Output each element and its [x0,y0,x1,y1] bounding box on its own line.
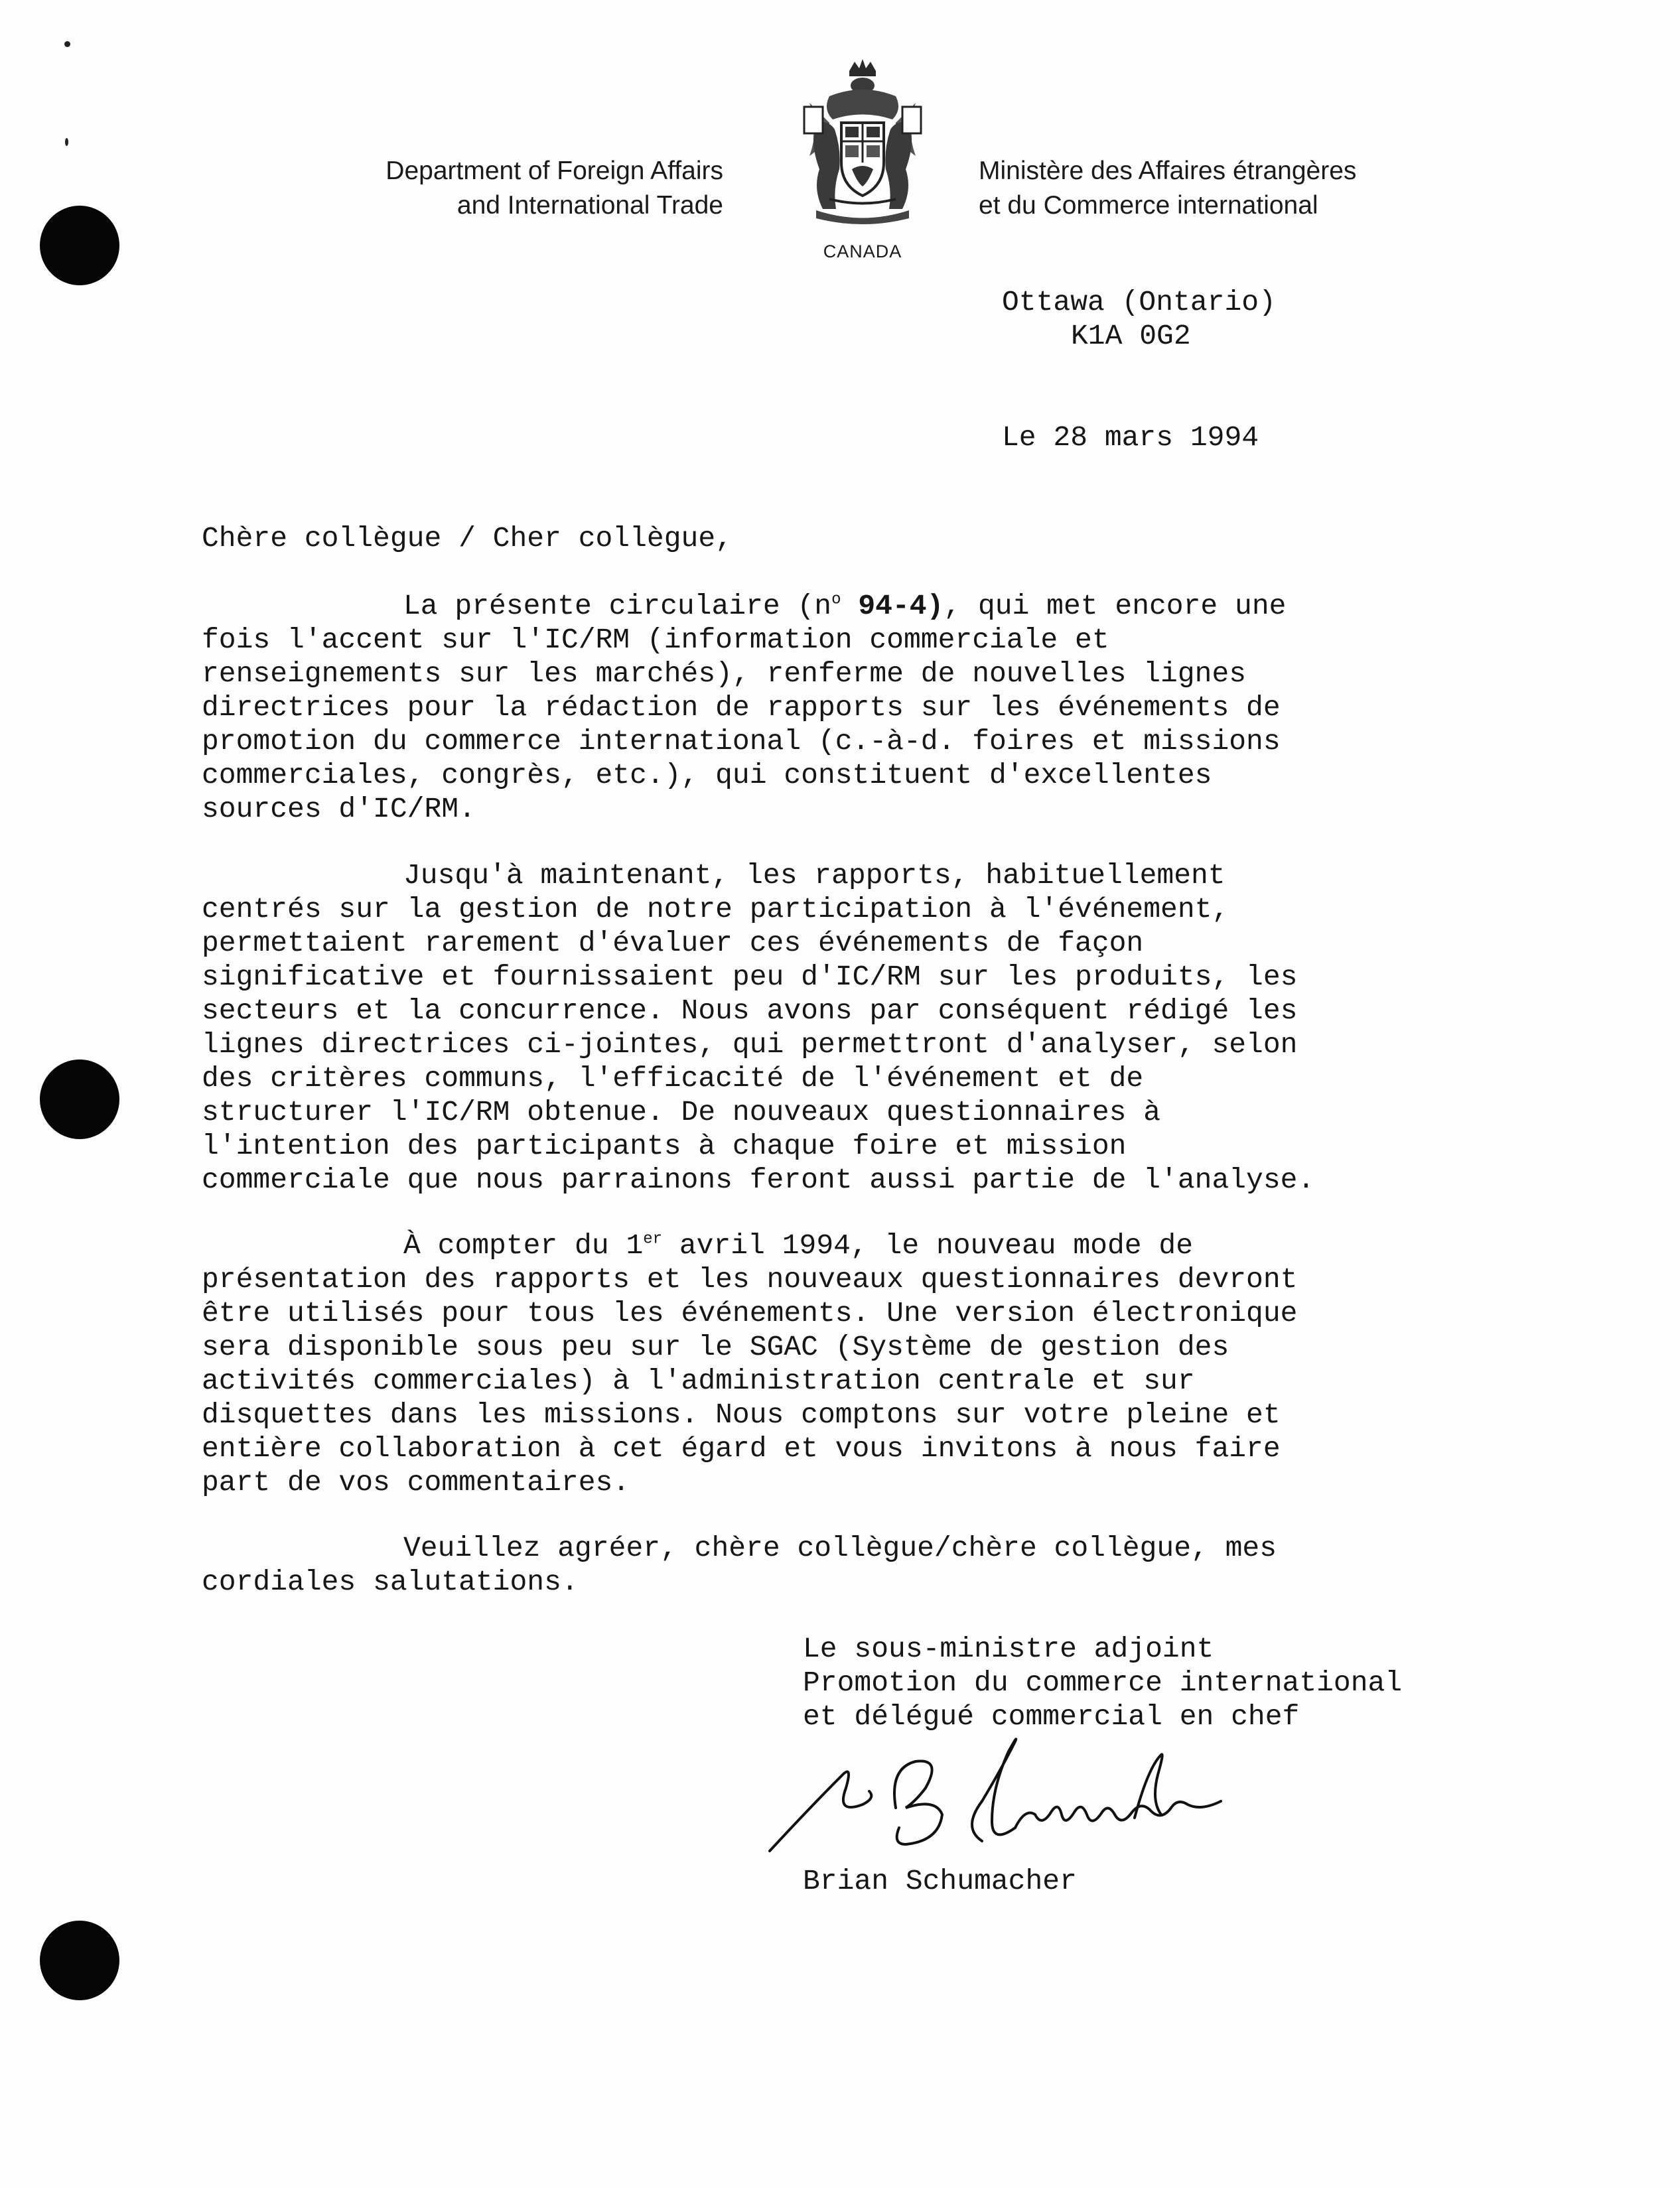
address-city: Ottawa (Ontario) [1002,286,1276,318]
body-paragraph-3 [202,1229,1529,1499]
paragraph3-rest: avril 1994, le nouveau mode de présentation des rapports et les nouveaux questionnaires devront être utilisés pour tous les événements. Une version électronique sera disponible sous peu sur le SGAC (Système de gestion des activités commerciales) à l'administration centrale et sur disquettes dans les missions. Nous comptons sur votre pleine et entière collaboration à cet égard et vous invitons à nous faire part de vos commentaires. [202,1229,1298,1499]
closing-paragraph: Veuillez agréer, chère collègue/chère collègue, mes cordiales salutations. [202,1532,1277,1598]
paragraph3-sup: er [643,1230,663,1249]
paragraph1-number-sup: o [831,590,841,609]
coat-of-arms-icon [783,56,942,229]
letter-date: Le 28 mars 1994 [1002,421,1259,454]
address-postal-code: K1A 0G2 [1071,320,1191,352]
signature-title-block [803,1632,1402,1734]
punch-hole-top [40,206,119,285]
department-name-english [292,154,723,223]
country-label: CANADA [823,241,902,261]
signatory-title-line2: Promotion du commerce international [803,1667,1403,1699]
circular-number: 94-4) [841,590,944,622]
signatory-title-line3: et délégué commercial en chef [803,1700,1300,1733]
sender-address [1002,285,1276,353]
scan-speck [64,41,70,47]
department-en-line2: and International Trade [456,191,723,220]
handwritten-signature [763,1728,1267,1861]
scan-speck [65,138,68,146]
department-en-line1: Department of Foreign Affairs [385,157,723,185]
signer-name: Brian Schumacher [803,1865,1077,1897]
paragraph1-intro: La présente circulaire (n [403,590,832,622]
body-paragraph-2: Jusqu'à maintenant, les rapports, habituellement centrés sur la gestion de notre participation à l'événement, permettaient rarement d'évaluer ces événements de façon significative et fournissaient peu d'IC/RM sur les produits, les secteurs et la concurrence. Nous avons par conséquent rédigé les lignes directrices ci-jointes, qui permettront d'analyser, selon des critères communs, l'efficacité de l'événement et de structurer l'IC/RM obtenue. De nouveaux questionnaires à l'intention des participants à chaque foire et mission commerciale que nous parrainons feront aussi partie de l'analyse. [202,859,1315,1196]
department-fr-line1: Ministère des Affaires étrangères [979,157,1357,185]
paragraph1-rest: , qui met encore une fois l'accent sur l'IC/RM (information commerciale et renseignements sur les marchés), renferme de nouvelles lignes directrices pour la rédaction de rapports sur les événements de promotion du commerce international (c.-à-d. foires et missions commerciales, congrès, etc.), qui constituent d'excellentes sources d'IC/RM. [202,590,1287,825]
punch-hole-bottom [40,1921,119,2000]
salutation: Chère collègue / Cher collègue, [202,522,733,555]
paragraph3-intro: À compter du 1 [403,1229,644,1262]
department-name-french [979,154,1509,223]
signatory-title-line1: Le sous-ministre adjoint [803,1633,1214,1665]
punch-hole-middle [40,1060,119,1139]
department-fr-line2: et du Commerce international [979,191,1318,220]
body-paragraph-1 [202,589,1529,826]
